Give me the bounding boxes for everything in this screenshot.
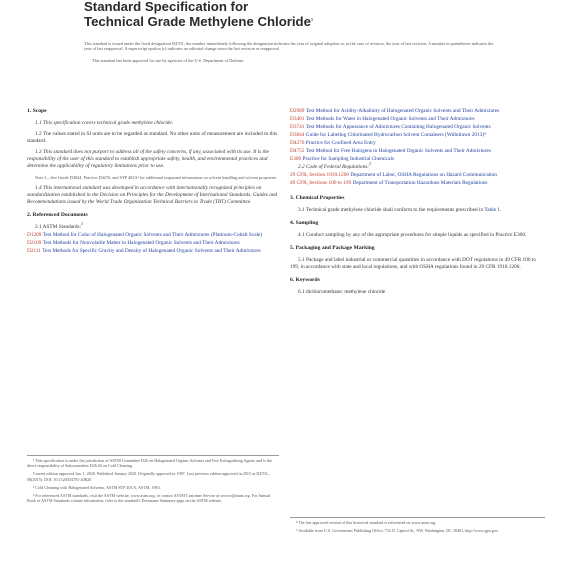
sampling-p1: 4.1 Conduct sampling by any of the appropriate procedures for simple liquids as specified in Practice E300.: [298, 232, 527, 239]
ref-item[interactable]: [290, 124, 545, 131]
ref-code[interactable]: D2111: [27, 248, 42, 255]
title-line-2: [84, 15, 504, 30]
keywords-heading: 6. Keywords: [290, 277, 320, 284]
scope-p2: 1.2 The values stated in SI units are to be regarded as standard. No other units of measurement are included in this standard.: [27, 131, 278, 145]
footnote: ² Cold Cleaning with Halogenated Solvents, ASTM STP 403 A, ASTM, 1983.: [33, 484, 161, 490]
ref-item[interactable]: [290, 148, 545, 155]
left-column: [27, 108, 279, 256]
astm-standards-label: [27, 224, 279, 231]
table-1-link[interactable]: Table 1: [484, 207, 501, 213]
title-footnote-marker: 1: [310, 17, 313, 22]
ref-title[interactable]: Practice for Confined Area Entry: [305, 140, 376, 146]
cfr-title[interactable]: Department of Labor, OSHA Regulations on Hazard Communication: [350, 172, 497, 178]
keywords-p1: 6.1 dichloromethane; methylene chloride: [298, 289, 386, 296]
scope-heading: 1. Scope: [27, 108, 47, 114]
ref-code[interactable]: D4755: [290, 148, 305, 154]
ref-title[interactable]: Test Methods for Nonvolatile Matter in Halogenated Organic Solvents and Their Admixtures: [42, 240, 240, 247]
ref-code[interactable]: D4276: [290, 140, 305, 146]
right-column: [290, 108, 545, 300]
ref-item[interactable]: [27, 240, 279, 247]
scope-p3: 1.3 This standard does not purport to address all of the safety concerns, if any, associated with its use. It is the responsibility of the user of this standard to establish appropriate safety, health, and environmental practices and determine the applicability of regulatory limitations prior to use.: [27, 149, 269, 170]
chem-text-end: .: [500, 207, 502, 213]
ref-title[interactable]: Test Method for Free Halogens in Halogenated Organic Solvents and Their Admixtures: [305, 148, 491, 154]
footnote: ¹ This specification is under the jurisdiction of ASTM Committee D26 on Halogenated Organic Solvents and Fire Extinguishing Agents and is the direct responsibility of Subcommittee D26.04 on Cold Cleaning.: [27, 458, 272, 469]
designation-note: This standard is issued under the fixed designation D4701; the number immediately following the designation indicates the year of original adoption or, in the case of revision, the year of last revision. A number in parentheses indicates the year of last reapproval. A superscript epsilon (ε) indicates an editorial change since the last revision or reapproval.: [84, 41, 494, 52]
scope-note: Note 1—See Guide D3844, Practice D4276, and STP 403A² for additional important information on solvent handling and solvent properties.: [35, 174, 278, 180]
ref-item[interactable]: [290, 116, 545, 123]
ref-code[interactable]: D1209: [27, 232, 42, 239]
footnote: ⁵ Available from U.S. Government Publishing Office, 732 N. Capitol St., NW, Washington, DC 20401, http://www.gpo.gov.: [296, 528, 499, 534]
right-footnotes: [290, 517, 545, 536]
ref-title[interactable]: Guide for Labeling Chlorinated Hydrocarbon Solvent Containers (Withdrawn 2013)⁴: [305, 132, 486, 138]
ref-item[interactable]: [290, 140, 545, 147]
ref-code[interactable]: D3741: [290, 124, 305, 130]
dod-notice: This standard has been approved for use by agencies of the U.S. Department of Defense.: [92, 57, 245, 63]
ref-item[interactable]: [290, 108, 545, 115]
packaging-heading: 5. Packaging and Package Marking: [290, 245, 375, 252]
cfr-item[interactable]: [290, 180, 545, 187]
cfr-footnote-marker: 5: [369, 162, 371, 167]
cfr-item[interactable]: [290, 172, 545, 179]
footnote: Current edition approved Jan. 1, 2020. Published January 2020. Originally approved in 1987. Last previous edition approved in 2015 as D4701–08(2015). DOI: 10.1520/D4701-20R20.: [27, 471, 270, 482]
ref-title[interactable]: Practice for Sampling Industrial Chemicals: [302, 156, 395, 162]
cfr-label: [290, 164, 545, 171]
ref-title[interactable]: Test Methods for Water in Halogenated Organic Solvents and Their Admixtures: [305, 116, 475, 122]
left-footnotes: [27, 455, 279, 506]
document-title: [84, 0, 504, 29]
chem-heading: 3. Chemical Properties: [290, 195, 345, 201]
ref-title[interactable]: Test Methods for Appearance of Admixtures Containing Halogenated Organic Solvents: [305, 124, 491, 130]
cfr-code[interactable]: 49 CFR, Sections 100 to 199: [290, 180, 352, 186]
ref-item[interactable]: [290, 132, 545, 139]
ref-title[interactable]: Test Method for Acidity-Alkalinity of Halogenated Organic Solvents and Their Admixtures: [305, 108, 500, 114]
scope-p1: 1.1 This specification covers technical grade methylene chloride.: [35, 120, 174, 126]
packaging-p1: 5.1 Package and label industrial or commercial quantities in accordance with DOT regulations in 49 CFR 100 to 199, in accordance with state and local regulations, and with OSHA regulations found in 29 CFR 1910.1200.: [290, 257, 536, 271]
cfr-code[interactable]: 29 CFR, Section 1910.1200: [290, 172, 350, 178]
ref-code[interactable]: D2109: [27, 240, 42, 247]
ref-item[interactable]: [290, 156, 545, 163]
sampling-heading: 4. Sampling: [290, 220, 319, 227]
scope-p4: 1.4 This international standard was developed in accordance with internationally recognized principles on standardization established in the Decision on Principles for the Development of International Standards, Guides and Recommendations issued by the World Trade Organization Technical Barriers to Trade (TBT) Committee.: [27, 185, 278, 206]
ref-code[interactable]: D3844: [290, 132, 305, 138]
ref-code[interactable]: D2989: [290, 108, 305, 114]
refs-heading: 2. Referenced Documents: [27, 212, 88, 219]
cfr-title[interactable]: Department of Transportation Hazardous Materials Regulations: [352, 180, 488, 186]
chem-text: 3.1 Technical grade methylene chloride shall conform to the requirements prescribed in: [298, 207, 484, 213]
footnote: ³ For referenced ASTM standards, visit the ASTM website, www.astm.org, or contact ASTM Customer Service at service@astm.org. For Annual Book of ASTM Standards volume information, refer to the standard's Document Summary page on the ASTM website.: [27, 493, 271, 504]
chem-p1: [290, 207, 545, 214]
ref-item[interactable]: [27, 232, 279, 239]
title-line-1: Standard Specification for: [84, 0, 249, 14]
ref-code[interactable]: D3401: [290, 116, 305, 122]
ref-item[interactable]: [27, 248, 279, 255]
cfr-text: 2.2 Code of Federal Regulations:: [298, 164, 370, 170]
intro-block: [84, 41, 494, 69]
astm-footnote-marker: 3: [81, 222, 83, 227]
ref-title[interactable]: Test Methods for Specific Gravity and Density of Halogenated Organic Solvents and Their Admixtures: [42, 248, 261, 255]
title-text: Technical Grade Methylene Chloride: [84, 13, 311, 29]
astm-standards-text: 2.1 ASTM Standards:: [35, 224, 82, 231]
footnote: ⁴ The last approved version of this historical standard is referenced on www.astm.org.: [296, 520, 437, 525]
ref-title[interactable]: Test Method for Color of Halogenated Organic Solvents and Their Admixtures (Platinum-Cobalt Scale): [42, 232, 263, 239]
ref-code[interactable]: E300: [290, 156, 302, 162]
